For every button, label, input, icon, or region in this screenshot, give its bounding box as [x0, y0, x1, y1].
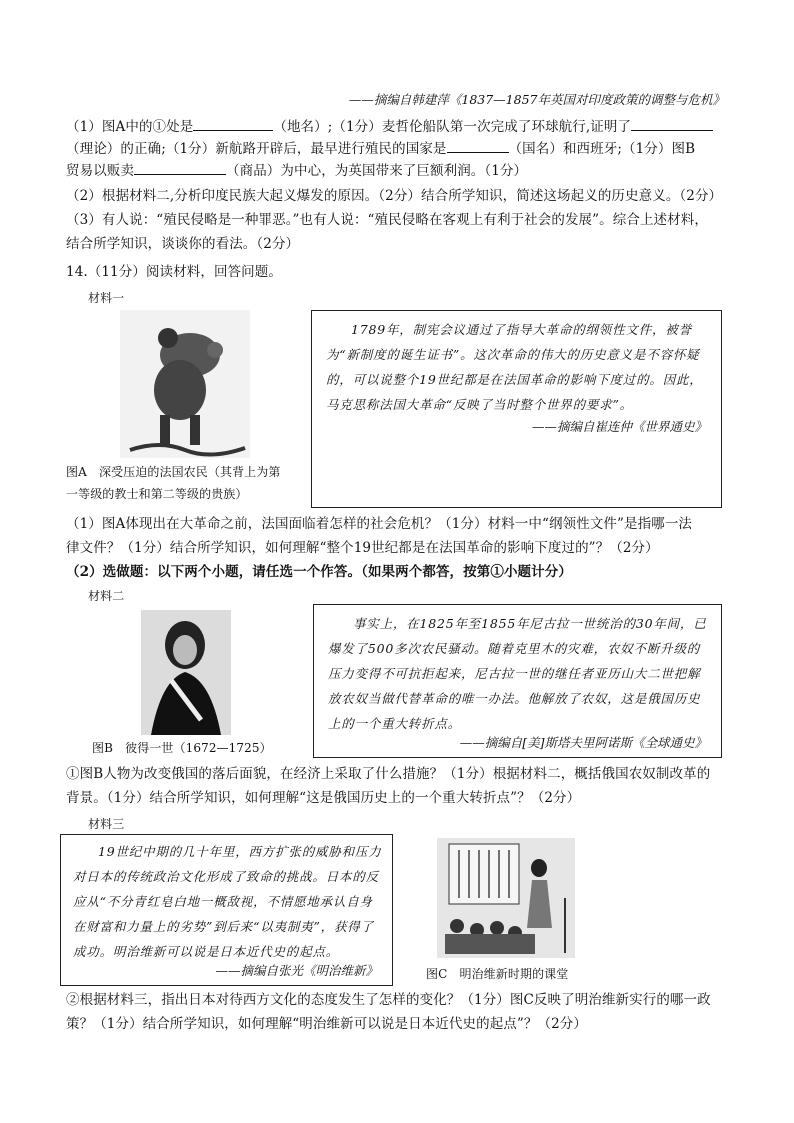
- material-2-label: 材料二: [88, 589, 125, 603]
- material-3-source: ——摘编自张光《明治维新》: [215, 963, 378, 978]
- q13-part1-line1: （1）图A中的①处是 （地名）;（1分）麦哲伦船队第一次完成了环球航行,证明了: [66, 116, 713, 137]
- material-1-box: [311, 310, 722, 508]
- material-2-box: [313, 604, 722, 758]
- figure-b-caption: 图B 彼得一世（1672—1725）: [92, 741, 272, 755]
- q13-part3-line1: （3）有人说：“殖民侵略是一种罪恶。”也有人说：“殖民侵略在客观上有利于社会的发展”。综合上述材料，: [66, 212, 708, 228]
- figure-a-peasant-image: [120, 310, 250, 458]
- q13-part1-line2: （理论）的正确;（1分）新航路开辟后，最早进行殖民的国家是 （国名）和西班牙;（1分）图B: [66, 138, 695, 159]
- q14-option1-line2: 背景。（1分）结合所学知识，如何理解“这是俄国历史上的一个重大转折点”？（2分）: [66, 790, 581, 806]
- answer-blank[interactable]: [631, 116, 713, 131]
- answer-blank[interactable]: [193, 116, 273, 131]
- figure-b-peter-portrait: [141, 610, 231, 735]
- q14-part2-header: （2）选做题：以下两个小题，请任选一个作答。（如果两个都答，按第①小题计分）: [66, 564, 572, 580]
- material-2-source: ——摘编自[美]斯塔夫里阿诺斯《全球通史》: [459, 735, 707, 750]
- material-2-text: 事实上，在1825年至1855年尼古拉一世统治的30年间，已爆发了500多次农民骚动。随着克里木的灾难，农奴不断升级的压力变得不可抗拒起来，尼古拉一世的继任者亚历山大二世把解放农奴当做代替革命的唯一办法。他解放了农奴，这是俄国历史上的一个重大转折点。: [328, 616, 707, 731]
- q14-header: 14.（11分）阅读材料，回答问题。: [66, 264, 282, 280]
- q14-part1-line1: （1）图A体现出在大革命之前，法国面临着怎样的社会危机？（1分）材料一中“纲领性文件”是指哪一法: [66, 516, 693, 532]
- answer-blank[interactable]: [134, 160, 226, 175]
- q14-option2-line2: 策？（1分）结合所学知识，如何理解“明治维新可以说是日本近代史的起点”？（2分）: [66, 1016, 587, 1032]
- figure-c-caption: 图C 明治维新时期的课堂: [426, 967, 569, 981]
- q14-part1-line2: 律文件？（1分）结合所学知识，如何理解“整个19世纪都是在法国革命的影响下度过的”？（2分）: [66, 540, 659, 556]
- q14-option2-line1: ②根据材料三，指出日本对待西方文化的态度发生了怎样的变化？（1分）图C反映了明治维新实行的哪一政: [66, 992, 711, 1008]
- figure-a-caption-2: 一等级的教士和第二等级的贵族）: [66, 487, 248, 501]
- q13-part3-line2: 结合所学知识，谈谈你的看法。（2分）: [66, 236, 300, 252]
- q13-part2: （2）根据材料二,分析印度民族大起义爆发的原因。（2分）结合所学知识，简述这场起义的历史意义。（2分）: [66, 188, 723, 204]
- material-3-text: 19世纪中期的几十年里，西方扩张的威胁和压力对日本的传统政治文化形成了致命的挑战。日本的反应从“不分青红皂白地一概敌视，不情愿地承认自身在财富和力量上的劣势”到后来“以夷制夷”，获得了成功。明治维新可以说是日本近代史的起点。: [73, 844, 382, 959]
- answer-blank[interactable]: [447, 138, 509, 153]
- material-1-source: ——摘编自崔连仲《世界通史》: [531, 419, 707, 434]
- material-3-label: 材料三: [88, 817, 125, 831]
- figure-c-classroom-image: [437, 838, 575, 958]
- q14-option1-line1: ①图B人物为改变俄国的落后面貌，在经济上采取了什么措施？（1分）根据材料二，概括俄国农奴制改革的: [66, 766, 711, 782]
- material-1-text: 1789年，制宪会议通过了指导大革命的纲领性文件，被誉为“新制度的诞生证书”。这次革命的伟大的历史意义是不容怀疑的，可以说整个19世纪都是在法国革命的影响下度过的。因此，马克思称法国大革命“反映了当时整个世界的要求”。: [326, 322, 703, 412]
- material-3-box: [60, 834, 393, 986]
- q13-part1-line3: 贸易以贩卖 （商品）为中心，为英国带来了巨额利润。（1分）: [66, 160, 527, 181]
- figure-a-caption-1: 图A 深受压迫的法国农民（其背上为第: [66, 465, 281, 479]
- material-1-label: 材料一: [88, 291, 125, 305]
- top-source: ——摘编自韩建萍《1837—1857年英国对印度政策的调整与危机》: [348, 92, 725, 107]
